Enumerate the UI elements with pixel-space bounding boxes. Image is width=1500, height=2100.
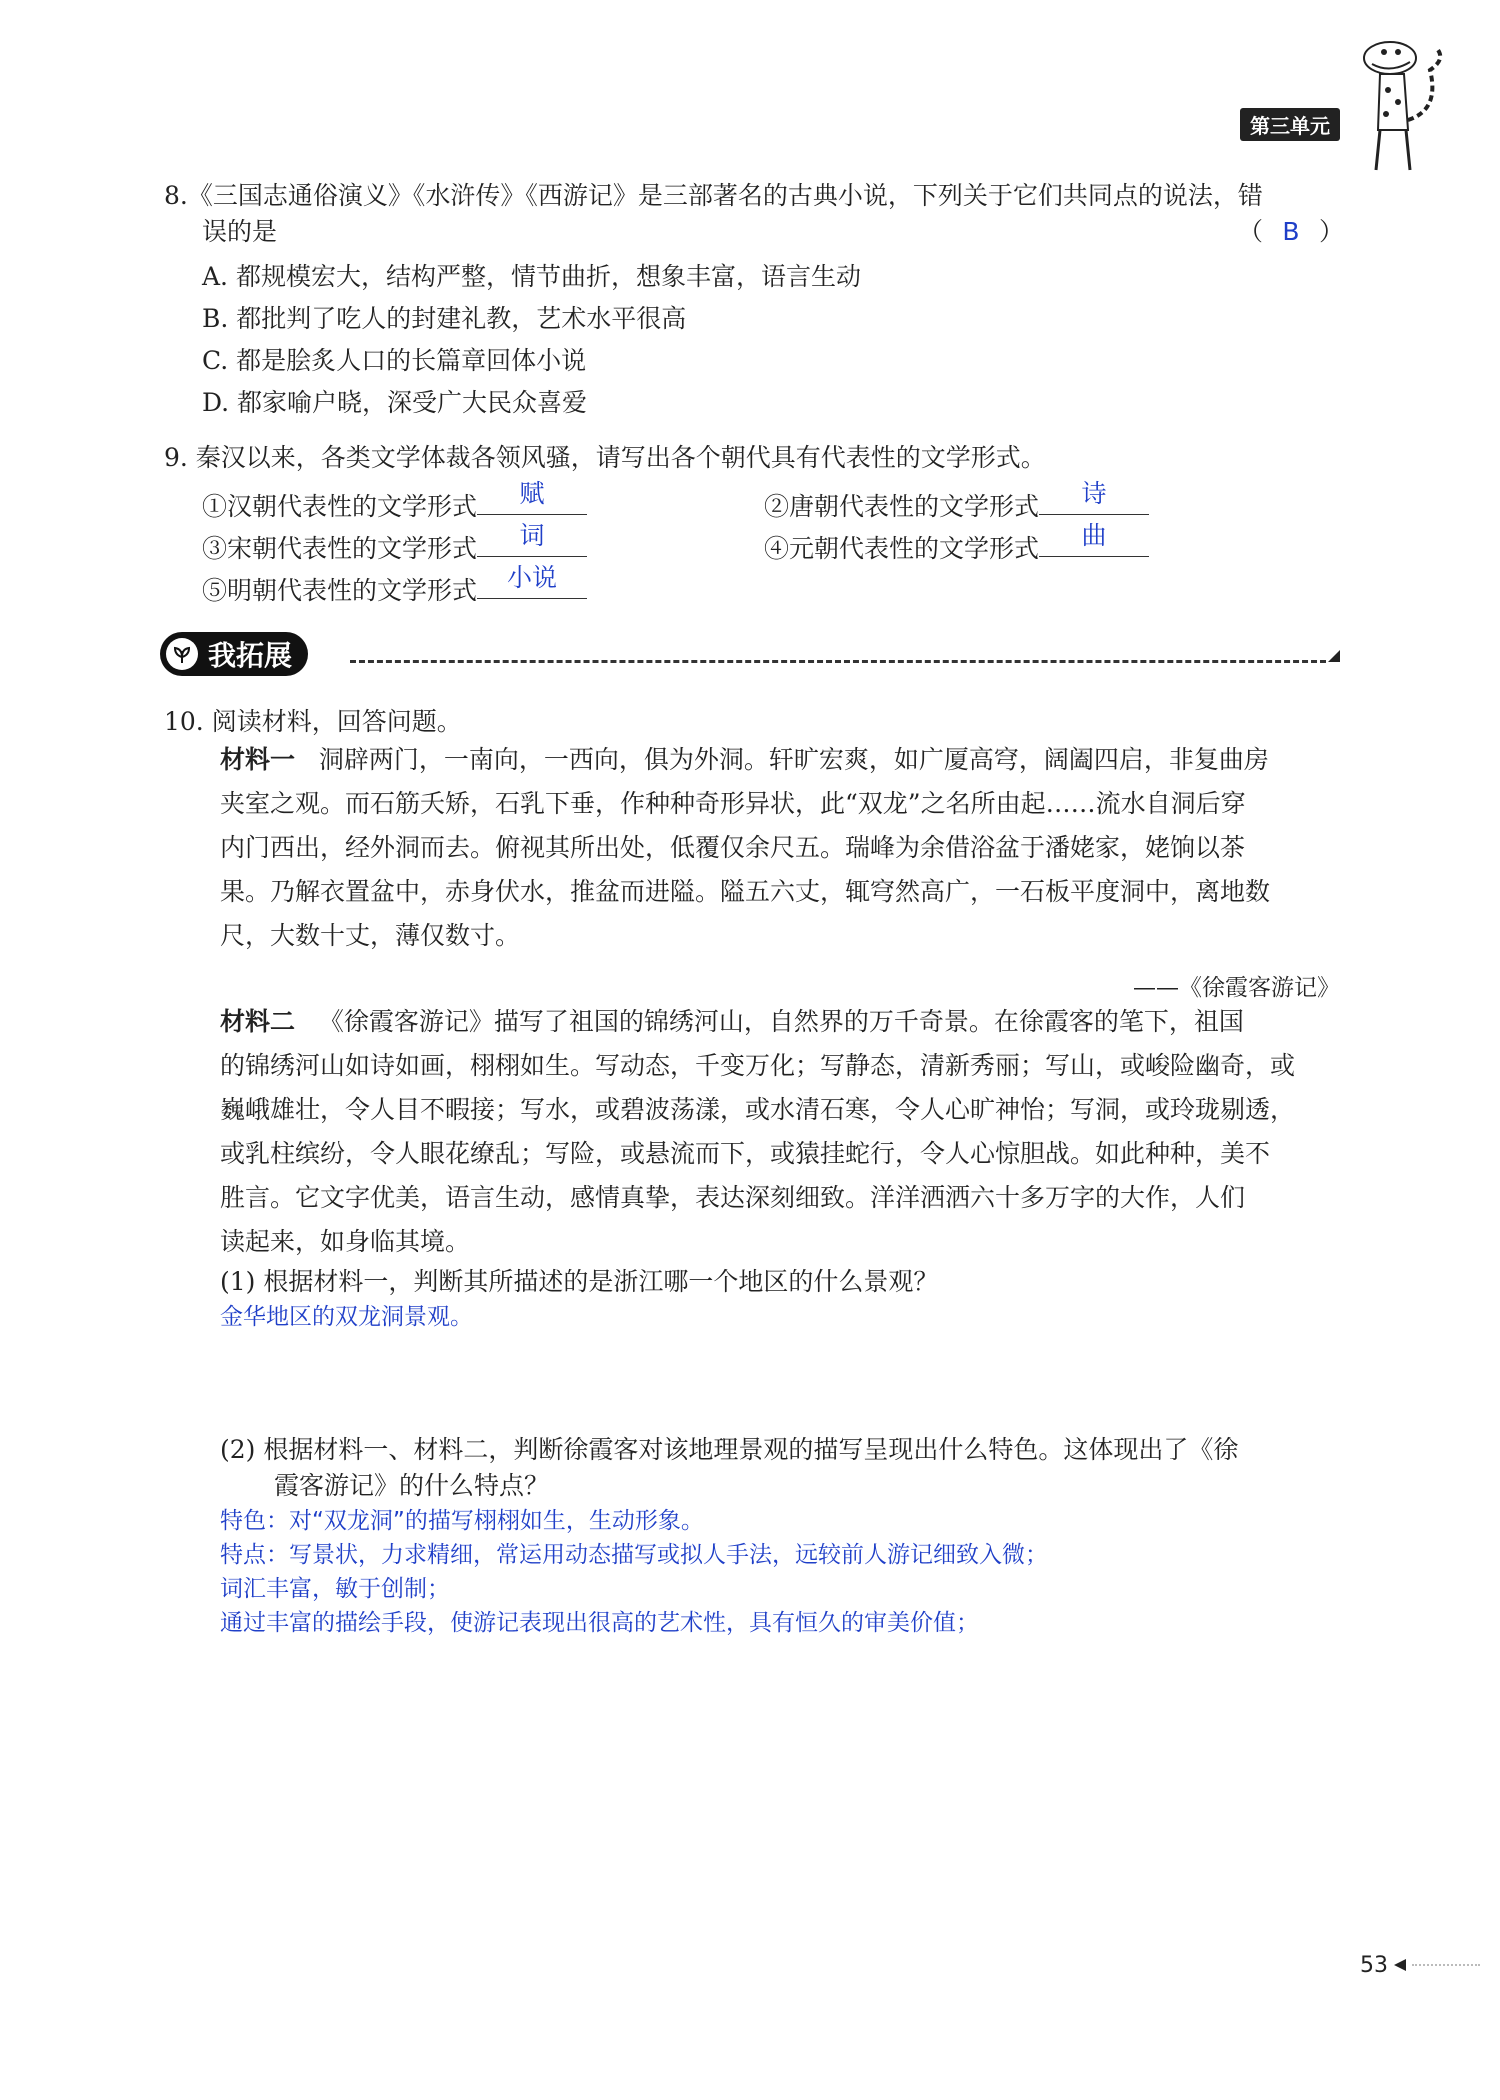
q9-item-5: ⑤明朝代表性的文学形式 小说 (202, 570, 587, 609)
q9-item-1: ①汉朝代表性的文学形式 赋 (202, 486, 587, 525)
material-1-line5: 尺，大数十丈，薄仅数寸。 (220, 921, 521, 950)
sub-question-2-answer-2: 特点：写景状，力求精细，常运用动态描写或拟人手法，远较前人游记细致入微； (220, 1542, 1048, 1568)
footer-dotted-line (1412, 1964, 1480, 1966)
triangle-marker-icon (1328, 650, 1340, 662)
question-9-items (164, 480, 1344, 610)
material-2-line6: 读起来，如身临其境。 (220, 1227, 471, 1256)
question-8-line1: 8.《三国志通俗演义》《水浒传》《西游记》是三部著名的古典小说，下列关于它们共同点的说法，错 (164, 181, 1263, 210)
page-footer (1360, 1950, 1480, 1980)
section-badge (160, 632, 308, 676)
question-8-line2: 误的是 （ B ） (164, 214, 1344, 250)
question-8-answer: B (1282, 217, 1300, 246)
material-2-label: 材料二 (220, 1007, 296, 1036)
material-1-line1: 材料一 洞辟两门，一南向，一西向，俱为外洞。轩旷宏爽，如广厦高穹，阔阖四启，非复曲房 (220, 745, 1269, 774)
material-1-line2: 夹室之观。而石筋夭矫，石乳下垂，作种种奇形异状，此“双龙”之名所由起……流水自洞后穿 (220, 789, 1246, 818)
q9-answer-3: 词 (519, 521, 545, 550)
section-header (160, 632, 1340, 682)
option-d: D. 都家喻户晓，深受广大民众喜爱 (202, 388, 588, 417)
q9-item-4: ④元朝代表性的文学形式 曲 (764, 528, 1149, 567)
section-title: 我拓展 (208, 639, 293, 672)
sub-question-2 (220, 1432, 1340, 1640)
sub-question-2-line1: (2) 根据材料一、材料二，判断徐霞客对该地理景观的描写呈现出什么特色。这体现出了《徐 (220, 1435, 1239, 1464)
material-1-source: ——《徐霞客游记》 (1133, 975, 1340, 1001)
arrow-left-icon (1394, 1959, 1406, 1971)
material-1-line3: 内门西出，经外洞而去。俯视其所出处，低覆仅余尺五。瑞峰为余借浴盆于潘姥家，姥饷以茶 (220, 833, 1246, 862)
q9-answer-2: 诗 (1081, 479, 1107, 508)
question-10-text: 10. 阅读材料，回答问题。 (164, 707, 462, 736)
material-1-line4: 果。乃解衣置盆中，赤身伏水，推盆而进隘。隘五六丈，辄穹然高广，一石板平度洞中，离地数 (220, 877, 1271, 906)
sub-question-1-text: (1) 根据材料一，判断其所描述的是浙江哪一个地区的什么景观？ (220, 1267, 939, 1296)
option-c: C. 都是脍炙人口的长篇章回体小说 (202, 346, 587, 375)
question-9-text: 9. 秦汉以来，各类文学体裁各领风骚，请写出各个朝代具有代表性的文学形式。 (164, 443, 1046, 472)
q9-item-3: ③宋朝代表性的文学形式 词 (202, 528, 587, 567)
sub-question-1-answer: 金华地区的双龙洞景观。 (220, 1304, 473, 1330)
sub-question-2-answer-4: 通过丰富的描绘手段，使游记表现出很高的艺术性，具有恒久的审美价值； (220, 1610, 979, 1636)
question-10 (164, 704, 1344, 740)
sub-question-2-answer-1: 特色：对“双龙洞”的描写栩栩如生，生动形象。 (220, 1508, 704, 1534)
q9-item-2: ②唐朝代表性的文学形式 诗 (764, 486, 1149, 525)
q9-answer-4: 曲 (1081, 521, 1107, 550)
material-1-label: 材料一 (220, 745, 296, 774)
question-8-options (164, 256, 1344, 424)
sub-question-2-line2: 霞客游记》的什么特点？ (274, 1471, 550, 1500)
material-2-line5: 胜言。它文字优美，语言生动，感情真挚，表达深刻细致。洋洋洒洒六十多万字的大作，人们 (220, 1183, 1246, 1212)
q9-answer-5: 小说 (507, 563, 558, 592)
section-divider (350, 660, 1326, 663)
page-number: 53 (1360, 1952, 1388, 1978)
material-2-line2: 的锦绣河山如诗如画，栩栩如生。写动态，千变万化；写静态，清新秀丽；写山，或峻险幽奇，或 (220, 1051, 1296, 1080)
answer-bracket: （ B ） (1238, 214, 1344, 250)
option-a: A. 都规模宏大，结构严整，情节曲折，想象丰富，语言生动 (202, 262, 861, 291)
sub-question-2-answer-3: 词汇丰富，敏于创制； (220, 1576, 450, 1602)
unit-label: 第三单元 (1240, 108, 1340, 141)
sub-question-1 (220, 1264, 1340, 1334)
question-8 (164, 178, 1344, 424)
material-1 (220, 738, 1340, 1010)
material-2-line4: 或乳柱缤纷，令人眼花缭乱；写险，或悬流而下，或猿挂蛇行，令人心惊胆战。如此种种，美不 (220, 1139, 1271, 1168)
question-9 (164, 440, 1344, 610)
material-2 (220, 1000, 1340, 1264)
material-2-line3: 巍峨雄壮，令人目不暇接；写水，或碧波荡漾，或水清石寒，令人心旷神怡；写洞，或玲珑剔透， (220, 1095, 1296, 1124)
option-b: B. 都批判了吃人的封建礼教，艺术水平很高 (202, 304, 687, 333)
material-2-line1: 材料二 《徐霞客游记》描写了祖国的锦绣河山，自然界的万千奇景。在徐霞客的笔下，祖国 (220, 1007, 1244, 1036)
page-header (1240, 30, 1460, 180)
cartoon-leopard-icon (1350, 30, 1450, 180)
leaf-icon (166, 638, 198, 670)
q9-answer-1: 赋 (519, 479, 545, 508)
